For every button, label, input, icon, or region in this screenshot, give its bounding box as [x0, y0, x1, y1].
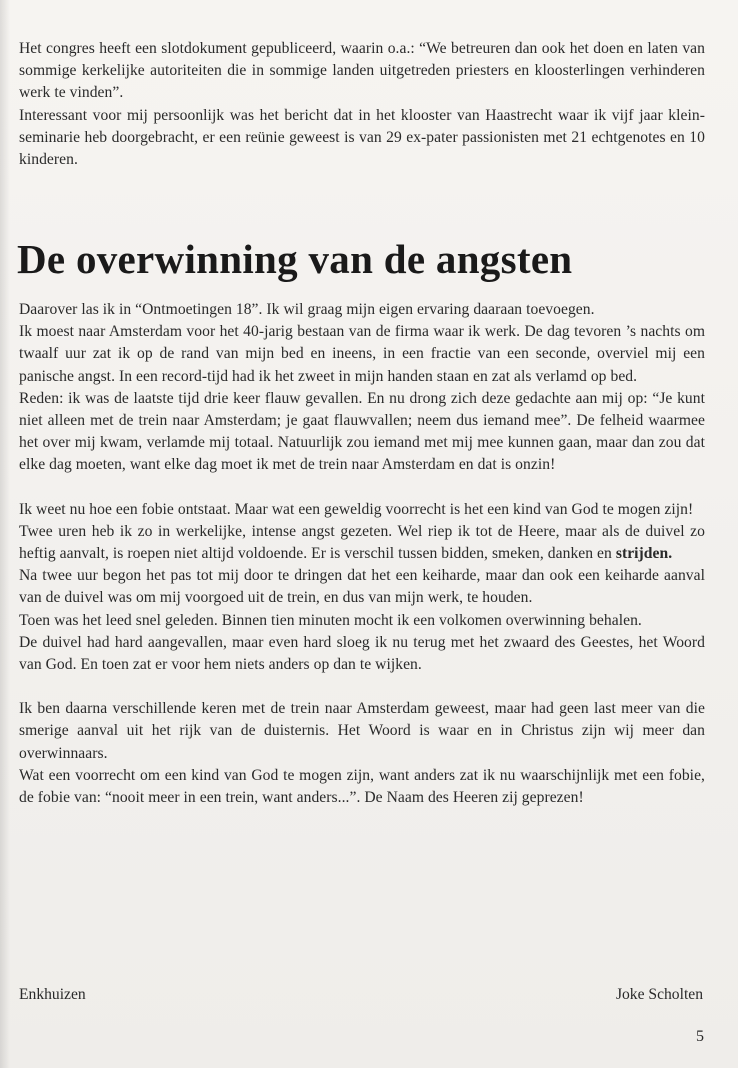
paragraph-gap	[19, 477, 705, 499]
body-paragraph: De duivel had hard aangevallen, maar even hard sloeg ik nu terug met het zwaard des Geestes, het Woord van God. En toen zat er voor hem niets anders op dan te wijken.	[19, 633, 705, 674]
body-paragraph: Na twee uur begon het pas tot mij door te dringen dat het een keiharde, maar dan ook een keiharde aanval van de duivel was om mij voorgoed uit de trein, en dus van mijn werk, te houden.	[19, 567, 705, 607]
signature-line	[19, 984, 703, 1006]
body-paragraph: Toen was het leed snel geleden. Binnen tien minuten mocht ik een volkomen overwinning behalen.	[19, 611, 642, 629]
body-text: Twee uren heb ik zo in werkelijke, intense angst gezeten. Wel riep ik tot de Heere, maar als de duivel zo heftig aanvalt, is roepen niet altijd voldoende. Er is verschil tussen bidden, smeken, danken en	[19, 522, 705, 563]
intro-section	[19, 38, 705, 171]
page-number: 5	[696, 1028, 704, 1045]
body-paragraph: Ik moest naar Amsterdam voor het 40-jarig bestaan van de firma waar ik werk. De dag tevoren ’s nachts om twaalf uur zat ik op de rand van mijn bed en ineens, in een fractie van een seconde, overviel mij een panische angst. In een record-tijd had ik het zweet in mijn handen staan en zat als verlamd op bed.	[19, 323, 705, 385]
author-name: Joke Scholten	[615, 986, 703, 1003]
emphasized-word: strijden.	[615, 545, 673, 563]
place-name: Enkhuizen	[19, 986, 86, 1003]
body-paragraph	[19, 521, 705, 565]
article-body	[19, 299, 705, 809]
intro-paragraph: Interessant voor mij persoonlijk was het bericht dat in het klooster van Haastrecht waar ik vijf jaar klein-seminarie heb doorgebracht, er een reünie geweest is van 29 ex-pater passionisten met 21 echtgenotes en 10 kinderen.	[19, 106, 705, 169]
body-paragraph: Wat een voorrecht om een kind van God te mogen zijn, want anders zat ik nu waarschijnlijk met een fobie, de fobie van: “nooit meer in een trein, want anders...”. De Naam des Heeren zij geprezen!	[19, 766, 705, 807]
body-paragraph: Reden: ik was de laatste tijd drie keer flauw gevallen. En nu drong zich deze gedachte aan mij op: “Je kunt niet alleen met de trein naar Amsterdam; je gaat flauwvallen; neem dus iemand mee”. De felheid waarmee het over mij kwam, verlamde mij totaal. Natuurlijk zou iemand met mij mee kunnen gaan, maar dan zou dat elke dag moeten, want elke dag moet ik met de trein naar Amsterdam en dat is onzin!	[19, 389, 705, 474]
intro-paragraph: Het congres heeft een slotdokument gepubliceerd, waarin o.a.: “We betreuren dan ook het doen en laten van sommige kerkelijke autoriteiten die in sommige landen uitgetreden priesters en kloosterlingen verhinderen werk te vinden”.	[19, 40, 705, 102]
body-paragraph: Ik ben daarna verschillende keren met de trein naar Amsterdam geweest, maar had geen last meer van die smerige aanval uit het rijk van de duisternis. Het Woord is waar en in Christus zijn wij meer dan overwinnaars.	[19, 700, 705, 762]
page-edge-shadow	[0, 0, 10, 1068]
article-title: De overwinning van de angsten	[17, 236, 573, 282]
paragraph-gap	[19, 676, 705, 698]
body-paragraph: Daarover las ik in “Ontmoetingen 18”. Ik wil graag mijn eigen ervaring daaraan toevoegen.	[19, 301, 595, 318]
body-paragraph: Ik weet nu hoe een fobie ontstaat. Maar wat een geweldig voorrecht is het een kind van God te mogen zijn!	[19, 500, 694, 518]
